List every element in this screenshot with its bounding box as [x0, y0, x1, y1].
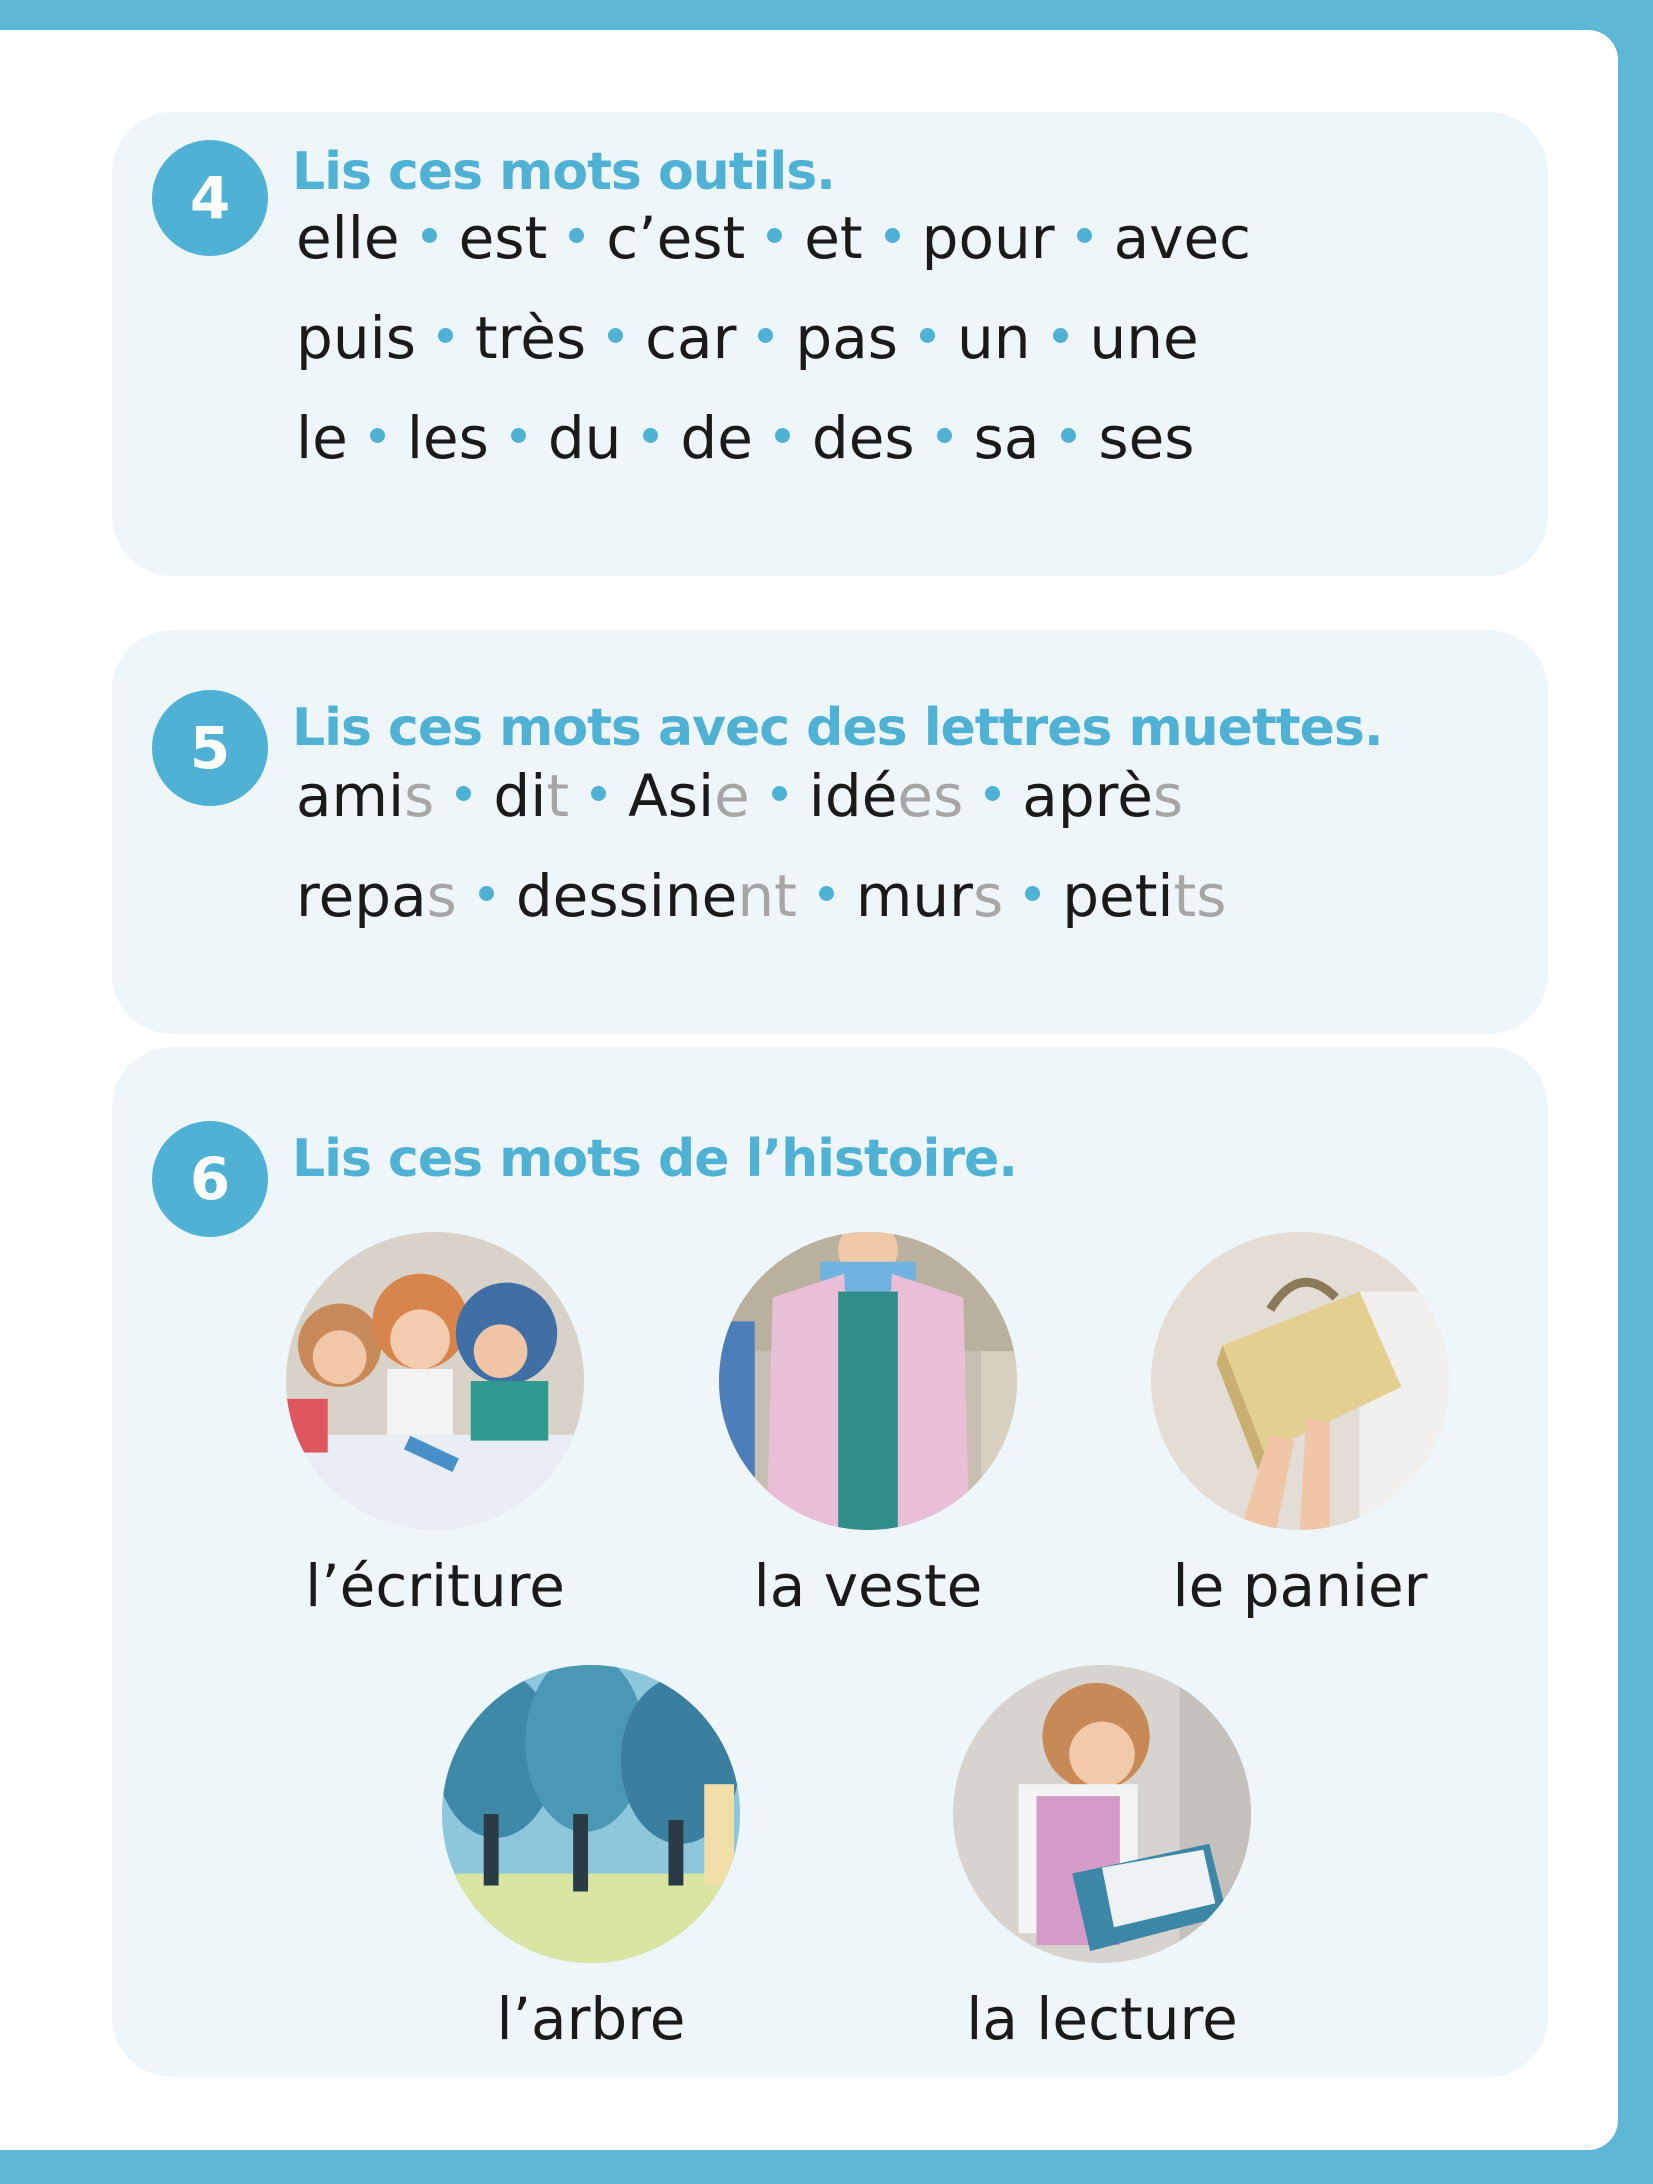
word-stem: dessine: [515, 862, 738, 930]
exercise-heading: Lis ces mots outils.: [292, 142, 835, 202]
silent-letter-word: [516, 862, 797, 930]
tool-word: très: [474, 304, 587, 372]
silent-letters: es: [897, 762, 964, 830]
silent-letter-word: [493, 762, 569, 830]
tool-word: et: [804, 204, 863, 272]
tool-word: des: [811, 404, 915, 472]
bullet-separator: [1025, 886, 1040, 901]
silent-letter-word: [1022, 762, 1183, 830]
bullet-separator: [591, 786, 606, 801]
exercise-heading: Lis ces mots avec des lettres muettes.: [292, 698, 1383, 758]
bullet-separator: [438, 328, 453, 343]
tool-word: car: [645, 304, 737, 372]
bullet-separator: [772, 786, 787, 801]
exercise-heading: Lis ces mots de l’histoire.: [292, 1129, 1018, 1189]
tool-word: du: [547, 404, 622, 472]
exercise-4-panel: [112, 112, 1548, 576]
bullet-separator: [1077, 228, 1092, 243]
exercise-5-panel: [112, 630, 1548, 1034]
silent-letters: s: [404, 762, 435, 830]
silent-letters: t: [546, 762, 570, 830]
bullet-separator: [608, 328, 623, 343]
tool-word: avec: [1113, 204, 1252, 272]
bullet-separator: [422, 228, 437, 243]
silent-letters: s: [972, 862, 1004, 930]
silent-letter-word: [296, 762, 434, 830]
word-stem: ami: [296, 762, 405, 830]
bullet-separator: [885, 228, 900, 243]
silent-letters: s: [426, 862, 457, 930]
tool-word: elle: [296, 204, 400, 272]
silent-letter-word: [296, 862, 457, 930]
trees-picture: [442, 1665, 740, 1963]
bullet-separator: [985, 786, 1000, 801]
silent-letter-word: [628, 762, 750, 830]
word-stem: peti: [1062, 862, 1174, 930]
word-stem: mur: [855, 862, 973, 930]
pink-jacket-picture: [719, 1232, 1017, 1530]
word-stem: Asi: [628, 762, 715, 830]
tool-word: sa: [973, 404, 1040, 472]
tool-word: c’est: [606, 204, 746, 272]
silent-letters: e: [714, 762, 750, 830]
exercise-number-badge: 5: [152, 690, 268, 806]
bullet-separator: [920, 328, 935, 343]
tool-word: pour: [921, 204, 1055, 272]
children-writing-picture: [286, 1232, 584, 1530]
word-line: [296, 204, 1251, 272]
bullet-separator: [819, 886, 834, 901]
tool-word: les: [406, 404, 489, 472]
bullet-separator: [479, 886, 494, 901]
tool-word: ses: [1098, 404, 1195, 472]
silent-letters: ts: [1173, 862, 1227, 930]
exercise-number-badge: 6: [152, 1121, 268, 1237]
word-stem: di: [493, 762, 547, 830]
bullet-separator: [643, 428, 658, 443]
tool-word: une: [1089, 304, 1199, 372]
bullet-separator: [767, 228, 782, 243]
bullet-separator: [370, 428, 385, 443]
picture-caption: la lecture: [966, 1985, 1238, 2053]
exercise-6-panel: [112, 1047, 1548, 2077]
word-line: [296, 862, 1227, 930]
picture-caption: la veste: [753, 1552, 983, 1620]
tool-word: de: [680, 404, 753, 472]
word-stem: repa: [296, 862, 427, 930]
silent-letter-word: [809, 762, 964, 830]
bullet-separator: [569, 228, 584, 243]
wicker-basket-picture: [1151, 1232, 1449, 1530]
bullet-separator: [937, 428, 952, 443]
page: [0, 30, 1618, 2150]
tool-word: un: [957, 304, 1031, 372]
silent-letters: nt: [737, 862, 797, 930]
word-line: [296, 404, 1195, 472]
word-stem: aprè: [1022, 762, 1153, 830]
bullet-separator: [775, 428, 790, 443]
word-line: [296, 304, 1199, 372]
exercise-number-badge: 4: [152, 140, 268, 256]
silent-letter-word: [1062, 862, 1226, 930]
tool-word: pas: [795, 304, 898, 372]
tool-word: le: [296, 404, 348, 472]
word-stem: idé: [808, 762, 898, 830]
bullet-separator: [1061, 428, 1076, 443]
bullet-separator: [456, 786, 471, 801]
bullet-separator: [758, 328, 773, 343]
tool-word: puis: [296, 304, 416, 372]
picture-caption: l’écriture: [305, 1552, 565, 1620]
bullet-separator: [1053, 328, 1068, 343]
picture-caption: l’arbre: [496, 1985, 686, 2053]
tool-word: est: [458, 204, 548, 272]
picture-caption: le panier: [1172, 1552, 1428, 1620]
girl-reading-picture: [953, 1665, 1251, 1963]
silent-letter-word: [856, 862, 1003, 930]
silent-letters: s: [1152, 762, 1184, 830]
bullet-separator: [511, 428, 526, 443]
word-line: [296, 762, 1183, 830]
